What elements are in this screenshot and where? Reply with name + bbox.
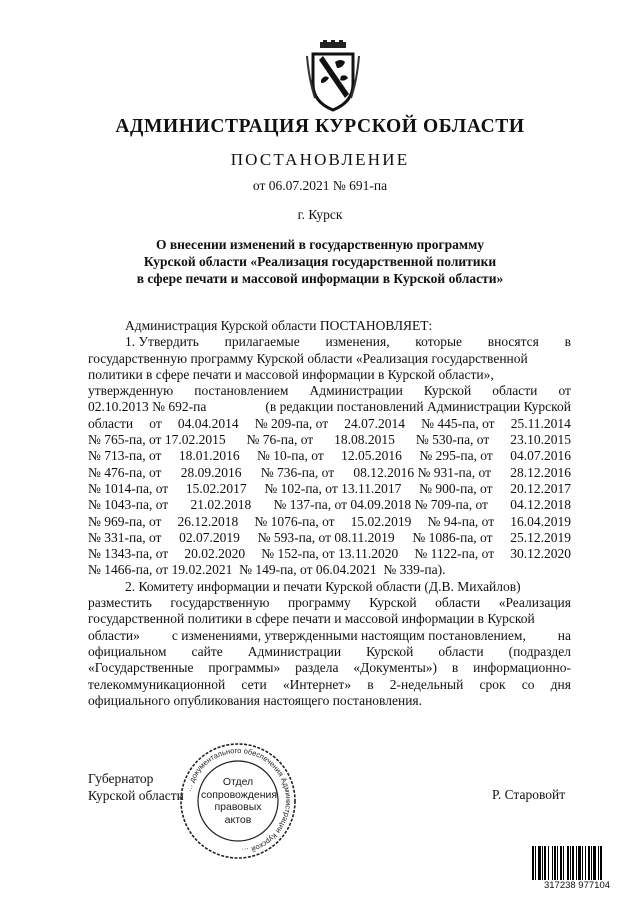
barcode-bar [585,846,586,880]
body-text-fragment: Курской [423,383,472,399]
body-text-fragment: № 765-па, от 17.02.2015 [88,432,226,448]
body-text-fragment: информационно- [473,660,571,676]
body-text-fragment: 2-недельный [389,676,464,692]
barcode-bar [548,846,549,880]
body-line [88,660,571,676]
body-text-fragment: сайте [191,643,223,659]
body-line [88,677,571,693]
barcode-bar [593,846,596,880]
body-text-fragment: 08.12.2016 № 931-па, от [353,464,491,480]
body-text-fragment: 25.12.2019 [510,529,571,545]
body-text-fragment: сети [241,676,267,692]
body-text-fragment: № 295-па, от [419,448,493,464]
barcode-bar [598,846,599,880]
title-line: Курской области «Реализация государственной политики [143,254,497,269]
barcode-bar [532,846,534,880]
body-text-fragment: постановлением [194,383,289,399]
body-text-fragment: в [451,660,459,676]
body-text-fragment: 15.02.2019 [350,513,412,529]
body-line [88,465,571,481]
barcode-bar [563,846,564,880]
barcode-bar [570,846,571,880]
barcode-bar [591,846,592,880]
body-text-fragment: в [564,334,571,350]
barcode-bar [578,846,581,880]
signatory-position [88,770,184,804]
body-line [88,334,571,350]
body-text-fragment: политики в сфере печати и массовой информации в Курской области», [88,366,494,382]
body-line [88,595,571,611]
barcode-bar [567,846,569,880]
title-line: в сфере печати и массовой информации в Курской области» [136,271,504,286]
body-text-fragment: программу [287,595,351,611]
body-text-fragment: № 94-па, от [427,513,495,529]
body-text-fragment: № 713-па, от [88,448,162,464]
body-text-fragment: 21.02.2018 [190,497,252,513]
body-text-fragment: 04.12.2018 [510,497,571,513]
body-text-fragment: № 1086-па, от [412,529,493,545]
coat-of-arms-icon [305,40,361,112]
body-text-fragment: области [438,643,484,659]
body-text-fragment: программы» [208,660,281,676]
body-line [88,579,571,595]
body-line [88,611,571,627]
signatory-position-line: Курской области [88,788,184,803]
barcode-bar [572,846,574,880]
barcode-number: 317238 977104 [528,880,626,891]
stamp-ring-text: … документального обеспечения Администрации Курской … [183,745,294,856]
body-line [88,693,571,709]
title-line: О внесении изменений в государственную программу [155,237,485,252]
body-text-fragment: № 1343-па, от [88,546,169,562]
barcode-bar [588,846,590,880]
body-text-fragment: № 102-па, от 13.11.2017 [264,480,402,496]
body-line [88,367,571,383]
document-city: г. Курск [297,207,343,222]
body-text-fragment: № 209-па, от [254,415,329,431]
body-text-fragment: 04.04.2014 [177,415,239,431]
body-text-fragment: № 137-па, от 04.09.2018 № 709-па, от [273,497,488,513]
body-line [88,546,571,562]
body-text-fragment: срок [479,676,506,692]
body-text-fragment: Администрации [247,643,342,659]
body-line [88,481,571,497]
body-text-fragment: 12.05.2016 [341,448,402,464]
barcode-bar [560,846,562,880]
body-text-fragment: № 152-па, от 13.11.2020 [261,546,399,562]
signatory-position-line: Губернатор [88,771,154,786]
body-text-fragment: № 736-па, от [260,464,335,480]
document-title [100,236,540,287]
body-line [88,432,571,448]
body-text-fragment: 28.09.2016 [180,464,242,480]
body-text-fragment: государственную [170,595,270,611]
body-text-fragment: Курской [366,643,414,659]
body-text-fragment: прилагаемые [224,334,300,350]
body-text-fragment: 15.02.2017 [185,480,247,496]
body-text-fragment: 30.12.2020 [510,546,571,562]
body-text-fragment: 18.01.2016 [178,448,240,464]
body-line [88,448,571,464]
body-line [88,628,571,644]
body-text-fragment: № 331-па, от [88,529,162,545]
body-text-fragment: «Документы») [353,660,438,676]
body-text-fragment: на [557,627,571,643]
body-text-fragment: области [435,595,481,611]
body-text-fragment: 24.07.2014 [344,415,406,431]
body-text-fragment: «Государственные [88,660,194,676]
stamp-inner-text: Отдел сопровождения правовых актов [201,776,278,826]
body-text-fragment: № 1122-па, от [414,546,495,562]
body-text-fragment: № 1014-па, от [88,480,169,496]
body-text-fragment: (подраздел [508,643,571,659]
body-text-fragment: области [88,415,134,431]
body-text-fragment: 2. Комитету информации и печати Курской области (Д.В. Михайлов) [125,578,521,594]
body-text-fragment: 18.08.2015 [334,432,395,448]
body-text-fragment: которые [415,334,463,350]
body-text-fragment: 1. Утвердить [125,334,199,350]
body-text-fragment: «Интернет» [282,676,352,692]
body-text-fragment: «Реализация [498,595,571,611]
body-text-fragment: от [149,415,162,431]
body-text-fragment: Курской [369,595,417,611]
body-line [88,383,571,399]
body-line [88,497,571,513]
barcode-bar [582,846,583,880]
barcode-bar [535,846,536,880]
barcode-bar [600,846,602,880]
body-text-fragment: 25.11.2014 [510,415,571,431]
signatory-name: Р. Старовойт [492,787,566,802]
body-text-fragment: с изменениями, утвержденными настоящим постановлением, [171,627,526,643]
body-line [88,399,571,415]
body-text-fragment: разместить [88,595,152,611]
body-text-fragment: Администрации [309,383,403,399]
body-text-fragment: № 593-па, от 08.11.2019 [257,529,395,545]
body-text-fragment: государственной политики в сфере печати и массовой информации в Курской [88,611,535,627]
barcode-bar [542,846,543,880]
body-line [88,416,571,432]
barcode-bar [544,846,546,880]
body-text-fragment: № 969-па, от [88,513,162,529]
body-text-fragment: дня [550,676,571,692]
body-text-fragment: от [558,383,571,399]
body-text-fragment: (в редакции постановлений Администрации Курской [265,399,571,415]
barcode-bar [557,846,558,880]
body-text-fragment: № 1466-па, от 19.02.2021 № 149-па, от 06.04.2021 № 339-па). [88,562,446,578]
barcode-bar [552,846,553,880]
body-text-fragment: 28.12.2016 [510,464,571,480]
body-text-fragment: 23.10.2015 [510,432,571,448]
body-line [88,562,571,578]
body-line [88,530,571,546]
document-body [88,318,571,709]
body-text-fragment: официального опубликования настоящего постановления. [88,692,422,708]
body-text-fragment: в [367,676,374,692]
body-text-fragment: области» [88,627,140,643]
body-text-fragment: 26.12.2018 [177,513,239,529]
body-text-fragment: Администрация Курской области ПОСТАНОВЛЯЕТ: [125,318,433,333]
body-text-fragment: государственную программу Курской области «Реализация государственной [88,350,528,366]
body-text-fragment: официальном [88,643,167,659]
barcode-bar [538,846,541,880]
body-text-fragment: № 476-па, от [88,464,162,480]
body-text-fragment: утвержденную [88,383,174,399]
body-text-fragment: № 10-па, от [257,448,324,464]
body-text-fragment: № 900-па, от [419,480,493,496]
body-text-fragment: области [492,383,538,399]
body-text-fragment: 02.10.2013 № 692-па [88,399,207,415]
body-text-fragment: № 1076-па, от [254,513,335,529]
body-text-fragment: раздела [295,660,339,676]
body-text-fragment: изменения, [325,334,390,350]
document-type: ПОСТАНОВЛЕНИЕ [230,150,410,169]
barcode-bar [554,846,556,880]
body-text-fragment: со [521,676,535,692]
body-text-fragment: № 530-па, от [415,432,490,448]
body-text-fragment: № 1043-па, от [88,497,169,513]
body-line [88,514,571,530]
document-date-number: от 06.07.2021 № 691-па [252,178,388,193]
body-text-fragment: телекоммуникационной [88,676,226,692]
body-text-fragment: 04.07.2016 [510,448,571,464]
body-text-fragment: 20.12.2017 [510,480,571,496]
body-line [88,318,571,334]
body-text-fragment: 16.04.2019 [510,513,571,529]
body-text-fragment: вносятся [487,334,539,350]
body-text-fragment: 02.07.2019 [179,529,240,545]
body-line [88,644,571,660]
body-line [88,351,571,367]
barcode-bar [576,846,577,880]
body-text-fragment: 20.02.2020 [184,546,246,562]
body-text-fragment: № 445-па, от [421,415,495,431]
body-text-fragment: № 76-па, от [246,432,314,448]
organization-name: АДМИНИСТРАЦИЯ КУРСКОЙ ОБЛАСТИ [115,116,525,137]
